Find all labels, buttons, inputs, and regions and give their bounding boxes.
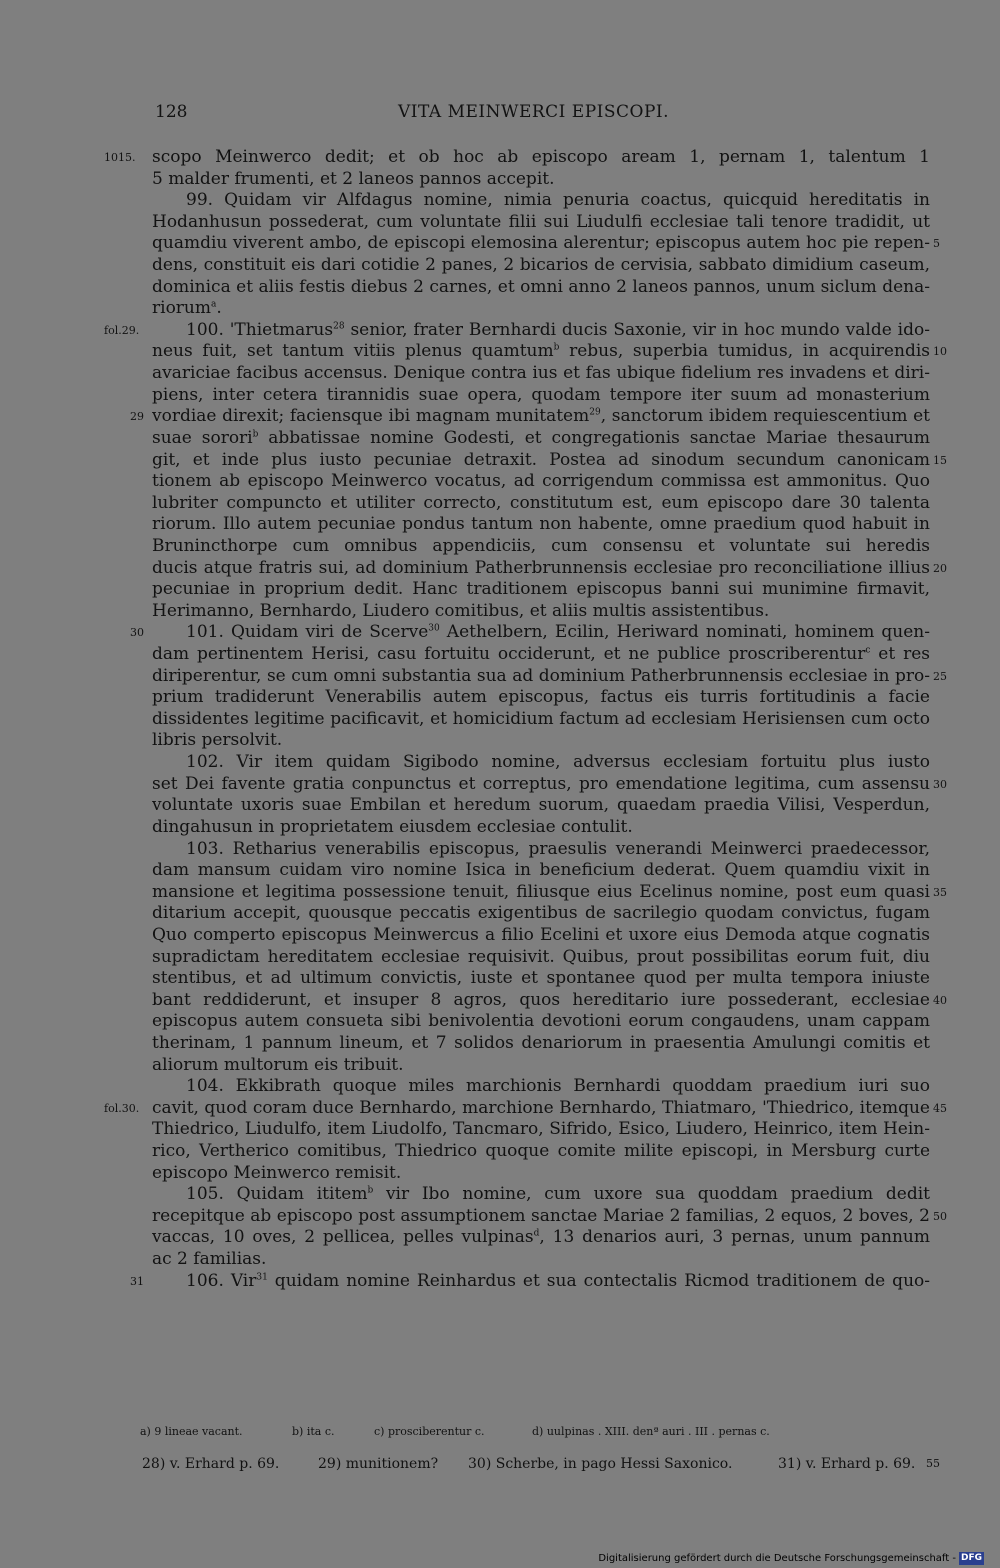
line-text-main: piens, inter cetera tirannidis suae opera, quodam tempore iter suum ad monasterium xyxy=(152,384,930,405)
text-line xyxy=(0,255,1000,277)
text-line xyxy=(0,450,1000,472)
line-text xyxy=(152,514,930,536)
line-text xyxy=(152,1011,930,1033)
line-text-main: diriperentur, se cum omni substantia sua ad dominium Patherbrunnensis ecclesiae in pro- xyxy=(152,665,930,686)
line-text-main: suae sorori xyxy=(152,427,253,448)
line-text xyxy=(152,882,930,904)
line-text-continuation: quidam nomine Reinhardus et sua contectalis Ricmod traditionem de quo- xyxy=(267,1270,930,1291)
text-line xyxy=(0,752,1000,774)
line-text-main: neus fuit, set tantum vitiis plenus quamtum xyxy=(152,341,554,362)
line-text-main: supradictam hereditatem ecclesiae requisivit. Quibus, prout possibilitas eorum fuit, diu xyxy=(152,946,930,967)
line-text-main: 105. Quidam ititem xyxy=(186,1184,368,1205)
text-line xyxy=(0,169,1000,191)
line-text xyxy=(152,298,930,320)
text-line xyxy=(0,601,1000,623)
text-line xyxy=(0,709,1000,731)
text-line xyxy=(0,817,1000,839)
line-text-main: 101. Quidam viri de Scerve xyxy=(186,622,429,643)
text-line xyxy=(0,947,1000,969)
text-line xyxy=(0,1227,1000,1249)
digitization-credit xyxy=(598,1551,984,1565)
dfg-logo: DFG xyxy=(960,1552,982,1563)
line-text xyxy=(152,601,930,623)
line-text-main: dissidentes legitime pacificavit, et homicidium factum ad ecclesiam Herisiensen cum octo xyxy=(152,708,930,729)
footnote-marker: d xyxy=(533,1228,540,1239)
line-text-main: voluntate uxoris suae Embilan et heredum suorum, quaedam praedia Vilisi, Vesperdun, xyxy=(152,795,930,816)
right-margin-line-number: 35 xyxy=(933,885,947,899)
line-text-main: ac 2 familias. xyxy=(152,1249,267,1270)
footnote-b: b) ita c. xyxy=(292,1425,335,1438)
line-text xyxy=(152,774,930,796)
line-text-main: lubriter compuncto et utiliter correcto, constitutum est, eum episcopo dare 30 talenta xyxy=(152,492,930,513)
text-line xyxy=(0,925,1000,947)
footnote-c: c) prosciberentur c. xyxy=(374,1425,485,1438)
left-margin-note: fol.30. xyxy=(104,1101,140,1115)
line-text-main: stentibus, et ad ultimum convictis, iuste et spontanee quod per multa tempora iniuste xyxy=(152,968,930,989)
line-text xyxy=(152,1098,930,1120)
text-line xyxy=(0,1271,1000,1293)
line-text-main: tionem ab episcopo Meinwerco vocatus, ad corrigendum commissa est ammonitus. Quo xyxy=(152,471,930,492)
line-text xyxy=(152,536,930,558)
line-text xyxy=(152,558,930,580)
footnote-marker: b xyxy=(367,1185,374,1196)
line-text-main: Thiedrico, Liudulfo, item Liudolfo, Tancmaro, Sifrido, Esico, Liudero, Heinrico, item Hein- xyxy=(152,1119,930,1140)
line-text-main: Brunincthorpe cum omnibus appendiciis, cum consensu et voluntate sui heredis xyxy=(152,535,930,556)
line-text xyxy=(152,1163,930,1185)
line-text-main: vordiae direxit; faciensque ibi magnam munitatem xyxy=(152,406,590,427)
commentary-footnotes xyxy=(142,1454,952,1474)
line-text-main: rico, Vertherico comitibus, Thiedrico quoque comite milite episcopi, in Mersburg curte xyxy=(152,1141,930,1162)
line-text-main: dam pertinentem Herisi, casu fortuitu occiderunt, et ne publice proscriberentur xyxy=(152,644,866,665)
text-line xyxy=(0,968,1000,990)
text-line xyxy=(0,579,1000,601)
text-line xyxy=(0,212,1000,234)
line-text-main: episcopo Meinwerco remisit. xyxy=(152,1162,402,1183)
line-text xyxy=(152,212,930,234)
line-text-continuation: . xyxy=(216,298,222,319)
text-line xyxy=(0,795,1000,817)
text-line xyxy=(0,1249,1000,1271)
line-text xyxy=(152,233,930,255)
line-text-main: Quo comperto episcopus Meinwercus a filio Ecelini et uxore eius Demoda atque cognatis xyxy=(152,924,930,945)
left-margin-footnote-ref: 30 xyxy=(130,626,144,640)
line-text xyxy=(152,709,930,731)
line-text-main: libris persolvit. xyxy=(152,730,283,751)
line-text xyxy=(186,320,930,342)
text-line xyxy=(0,622,1000,644)
line-text-main: 106. Vir xyxy=(186,1270,257,1291)
credit-text: Digitalisierung gefördert durch die Deutsche Forschungsgemeinschaft - xyxy=(598,1552,956,1564)
text-line xyxy=(0,839,1000,861)
right-margin-line-number: 15 xyxy=(933,453,947,467)
line-text-main: dingahusun in proprietatem eiusdem ecclesiae contulit. xyxy=(152,816,633,837)
line-text-main: prium tradiderunt Venerabilis autem episcopus, factus eis turris fortitudinis a facie xyxy=(152,687,930,708)
text-line xyxy=(0,990,1000,1012)
line-text-main: aliorum multorum eis tribuit. xyxy=(152,1054,404,1075)
line-text xyxy=(186,1271,930,1293)
line-text-main: ditarium accepit, quousque peccatis exigentibus de sacrilegio quodam convictus, fugam xyxy=(152,903,930,924)
line-text-main: Herimanno, Bernhardo, Liudero comitibus, et aliis multis assistentibus. xyxy=(152,600,770,621)
body-text xyxy=(0,147,1000,1292)
text-line xyxy=(0,493,1000,515)
line-text-main: ducis atque fratris sui, ad dominium Patherbrunnensis ecclesiae pro reconciliatione illius xyxy=(152,557,930,578)
text-line xyxy=(0,406,1000,428)
text-line xyxy=(0,341,1000,363)
line-text-main: 102. Vir item quidam Sigibodo nomine, adversus ecclesiam fortuitu plus iusto xyxy=(186,752,930,773)
text-line xyxy=(0,666,1000,688)
footnote-marker: 31 xyxy=(256,1272,268,1283)
line-text-main: bant reddiderunt, et insuper 8 agros, quos hereditario iure possederant, ecclesiae xyxy=(152,989,930,1010)
text-line xyxy=(0,1163,1000,1185)
right-margin-line-number: 5 xyxy=(933,237,940,251)
footnote-a: a) 9 lineae vacant. xyxy=(140,1425,243,1438)
line-text-main: pecuniae in proprium dedit. Hanc traditionem episcopus banni sui munimine firmavit, xyxy=(152,579,930,600)
text-line xyxy=(0,860,1000,882)
footnote-marker: a xyxy=(211,299,217,310)
line-text-main: vaccas, 10 oves, 2 pellicea, pelles vulpinas xyxy=(152,1227,534,1248)
right-margin-line-number: 45 xyxy=(933,1101,947,1115)
line-text-main: 99. Quidam vir Alfdagus nomine, nimia penuria coactus, quicquid hereditatis in xyxy=(186,190,930,211)
line-text xyxy=(152,925,930,947)
text-line xyxy=(0,233,1000,255)
line-text xyxy=(152,1249,930,1271)
right-margin-line-number: 20 xyxy=(933,561,947,575)
line-text xyxy=(152,1033,930,1055)
margin-line-number: 55 xyxy=(926,1457,940,1470)
text-line xyxy=(0,320,1000,342)
line-text xyxy=(152,579,930,601)
line-text xyxy=(152,1055,930,1077)
footnote-30: 30) Scherbe, in pago Hessi Saxonico. xyxy=(468,1456,733,1472)
line-text xyxy=(152,169,930,191)
text-line xyxy=(0,385,1000,407)
line-text-continuation: senior, frater Bernhardi ducis Saxonie, vir in hoc mundo valde ido- xyxy=(344,319,930,340)
line-text xyxy=(152,795,930,817)
line-text-continuation: et res xyxy=(878,644,930,665)
text-line xyxy=(0,687,1000,709)
text-line xyxy=(0,730,1000,752)
line-text xyxy=(152,666,930,688)
line-text-main: therinam, 1 pannum lineum, et 7 solidos denariorum in praesentia Amulungi comitis et xyxy=(152,1032,930,1053)
line-text xyxy=(186,1076,930,1098)
line-text xyxy=(152,730,930,752)
line-text-main: dominica et aliis festis diebus 2 carnes, et omni anno 2 laneos pannos, unum siclum dena- xyxy=(152,276,930,297)
line-text xyxy=(186,190,930,212)
line-text-main: cavit, quod coram duce Bernhardo, marchione Bernhardo, Thiatmaro, 'Thiedrico, itemque xyxy=(152,1097,930,1118)
line-text xyxy=(152,385,930,407)
line-text xyxy=(152,277,930,299)
line-text-main: 103. Retharius venerabilis episcopus, praesulis venerandi Meinwerci praedecessor, xyxy=(186,838,930,859)
line-text xyxy=(152,493,930,515)
line-text-main: 100. 'Thietmarus xyxy=(186,319,334,340)
line-text-main: 104. Ekkibrath quoque miles marchionis Bernhardi quoddam praedium iuri suo xyxy=(186,1076,930,1097)
line-text-continuation: , sanctorum ibidem requiescentium et xyxy=(600,406,930,427)
text-line xyxy=(0,428,1000,450)
textual-footnotes xyxy=(140,1424,860,1440)
text-line xyxy=(0,190,1000,212)
right-margin-line-number: 10 xyxy=(933,345,947,359)
line-text xyxy=(152,968,930,990)
line-text xyxy=(152,471,930,493)
footnote-d: d) uulpinas . XIII. denª auri . III . pernas c. xyxy=(532,1425,770,1438)
line-text xyxy=(152,687,930,709)
line-text-main: 5 malder frumenti, et 2 laneos pannos accepit. xyxy=(152,168,555,189)
line-text xyxy=(152,406,930,428)
text-line xyxy=(0,1098,1000,1120)
footnote-marker: 29 xyxy=(589,407,601,418)
line-text xyxy=(152,990,930,1012)
line-text-main: riorum. Illo autem pecuniae pondus tantum non habente, omne praedium quod habuit in xyxy=(152,514,930,535)
line-text-main: scopo Meinwerco dedit; et ob hoc ab episcopo aream 1, pernam 1, talentum 1 xyxy=(152,147,930,167)
line-text-main: dam mansum cuidam viro nomine Isica in beneficium dederat. Quem quamdiu vixit in xyxy=(152,860,930,881)
right-margin-line-number: 40 xyxy=(933,993,947,1007)
text-line xyxy=(0,514,1000,536)
right-margin-line-number: 25 xyxy=(933,669,947,683)
text-line xyxy=(0,298,1000,320)
line-text xyxy=(186,839,930,861)
line-text xyxy=(152,450,930,472)
line-text xyxy=(152,428,930,450)
line-text xyxy=(152,860,930,882)
text-line xyxy=(0,558,1000,580)
line-text xyxy=(152,1227,930,1249)
text-line xyxy=(0,1055,1000,1077)
line-text-continuation: Aethelbern, Ecilin, Heriward nominati, hominem quen- xyxy=(439,622,930,643)
line-text xyxy=(152,903,930,925)
left-margin-footnote-ref: 31 xyxy=(130,1274,144,1288)
footnote-marker: 30 xyxy=(428,623,440,634)
text-line xyxy=(0,1141,1000,1163)
text-line xyxy=(0,471,1000,493)
line-text xyxy=(152,255,930,277)
page-header xyxy=(0,102,1000,128)
line-text xyxy=(186,1184,930,1206)
line-text-main: set Dei favente gratia conpunctus et correptus, pro emendatione legitima, cum assensu xyxy=(152,773,930,794)
left-margin-footnote-ref: 29 xyxy=(130,410,144,424)
line-text-main: Hodanhusun possederat, cum voluntate filii sui Liudulfi ecclesiae tali tenore tradidit, ut xyxy=(152,211,930,232)
line-text-continuation: , 13 denarios auri, 3 pernas, unum pannum xyxy=(539,1227,930,1248)
left-margin-note: fol.29. xyxy=(104,323,140,337)
line-text-main: dens, constituit eis dari cotidie 2 panes, 2 bicarios de cervisia, sabbato dimidium caseum, xyxy=(152,255,930,276)
page-number: 128 xyxy=(155,102,188,122)
line-text xyxy=(152,947,930,969)
line-text xyxy=(152,644,930,666)
right-margin-line-number: 50 xyxy=(933,1209,947,1223)
footnote-marker: b xyxy=(553,342,560,353)
text-line xyxy=(0,882,1000,904)
line-text xyxy=(152,147,930,169)
footnote-31: 31) v. Erhard p. 69. xyxy=(778,1456,916,1472)
text-line xyxy=(0,147,1000,169)
text-line xyxy=(0,1076,1000,1098)
line-text xyxy=(152,1119,930,1141)
line-text xyxy=(152,363,930,385)
line-text-main: riorum xyxy=(152,298,211,319)
footnote-29: 29) munitionem? xyxy=(318,1456,439,1472)
line-text-main: episcopus autem consueta sibi benivolentia devotioni eorum congaudens, unam cappam xyxy=(152,1011,930,1032)
line-text-main: mansione et legitima possessione tenuit, filiusque eius Ecelinus nomine, post eum quasi xyxy=(152,881,930,902)
text-line xyxy=(0,1033,1000,1055)
text-line xyxy=(0,363,1000,385)
left-margin-note: 1015. xyxy=(104,151,136,164)
text-line xyxy=(0,536,1000,558)
text-line xyxy=(0,1206,1000,1228)
line-text-main: avariciae facibus accensus. Denique contra ius et fas ubique fidelium res invadens et diri- xyxy=(152,363,930,384)
line-text xyxy=(152,341,930,363)
line-text-continuation: vir Ibo nomine, cum uxore sua quoddam praedium dedit xyxy=(385,1184,930,1205)
line-text-continuation: rebus, superbia tumidus, in acquirendis xyxy=(569,341,930,362)
text-line xyxy=(0,277,1000,299)
line-text-continuation: abbatissae nomine Godesti, et congregationis sanctae Mariae thesaurum xyxy=(268,427,930,448)
footnote-marker: b xyxy=(252,429,259,440)
footnote-marker: 28 xyxy=(333,321,345,332)
line-text xyxy=(152,1141,930,1163)
text-line xyxy=(0,1119,1000,1141)
text-line xyxy=(0,644,1000,666)
footnote-28: 28) v. Erhard p. 69. xyxy=(142,1456,280,1472)
text-line xyxy=(0,903,1000,925)
text-line xyxy=(0,1011,1000,1033)
running-title: VITA MEINWERCI EPISCOPI. xyxy=(398,102,670,122)
line-text-main: recepitque ab episcopo post assumptionem sanctae Mariae 2 familias, 2 equos, 2 boves, 2 xyxy=(152,1205,930,1226)
line-text xyxy=(186,622,930,644)
line-text-main: quamdiu viverent ambo, de episcopi elemosina alerentur; episcopus autem hoc pie repen- xyxy=(152,233,930,254)
line-text xyxy=(152,817,930,839)
line-text xyxy=(186,752,930,774)
line-text-main: git, et inde plus iusto pecuniae detraxit. Postea ad sinodum secundum canonicam xyxy=(152,449,930,470)
footnote-marker: c xyxy=(865,645,871,656)
line-text xyxy=(152,1206,930,1228)
text-line xyxy=(0,774,1000,796)
right-margin-line-number: 30 xyxy=(933,777,947,791)
text-line xyxy=(0,1184,1000,1206)
